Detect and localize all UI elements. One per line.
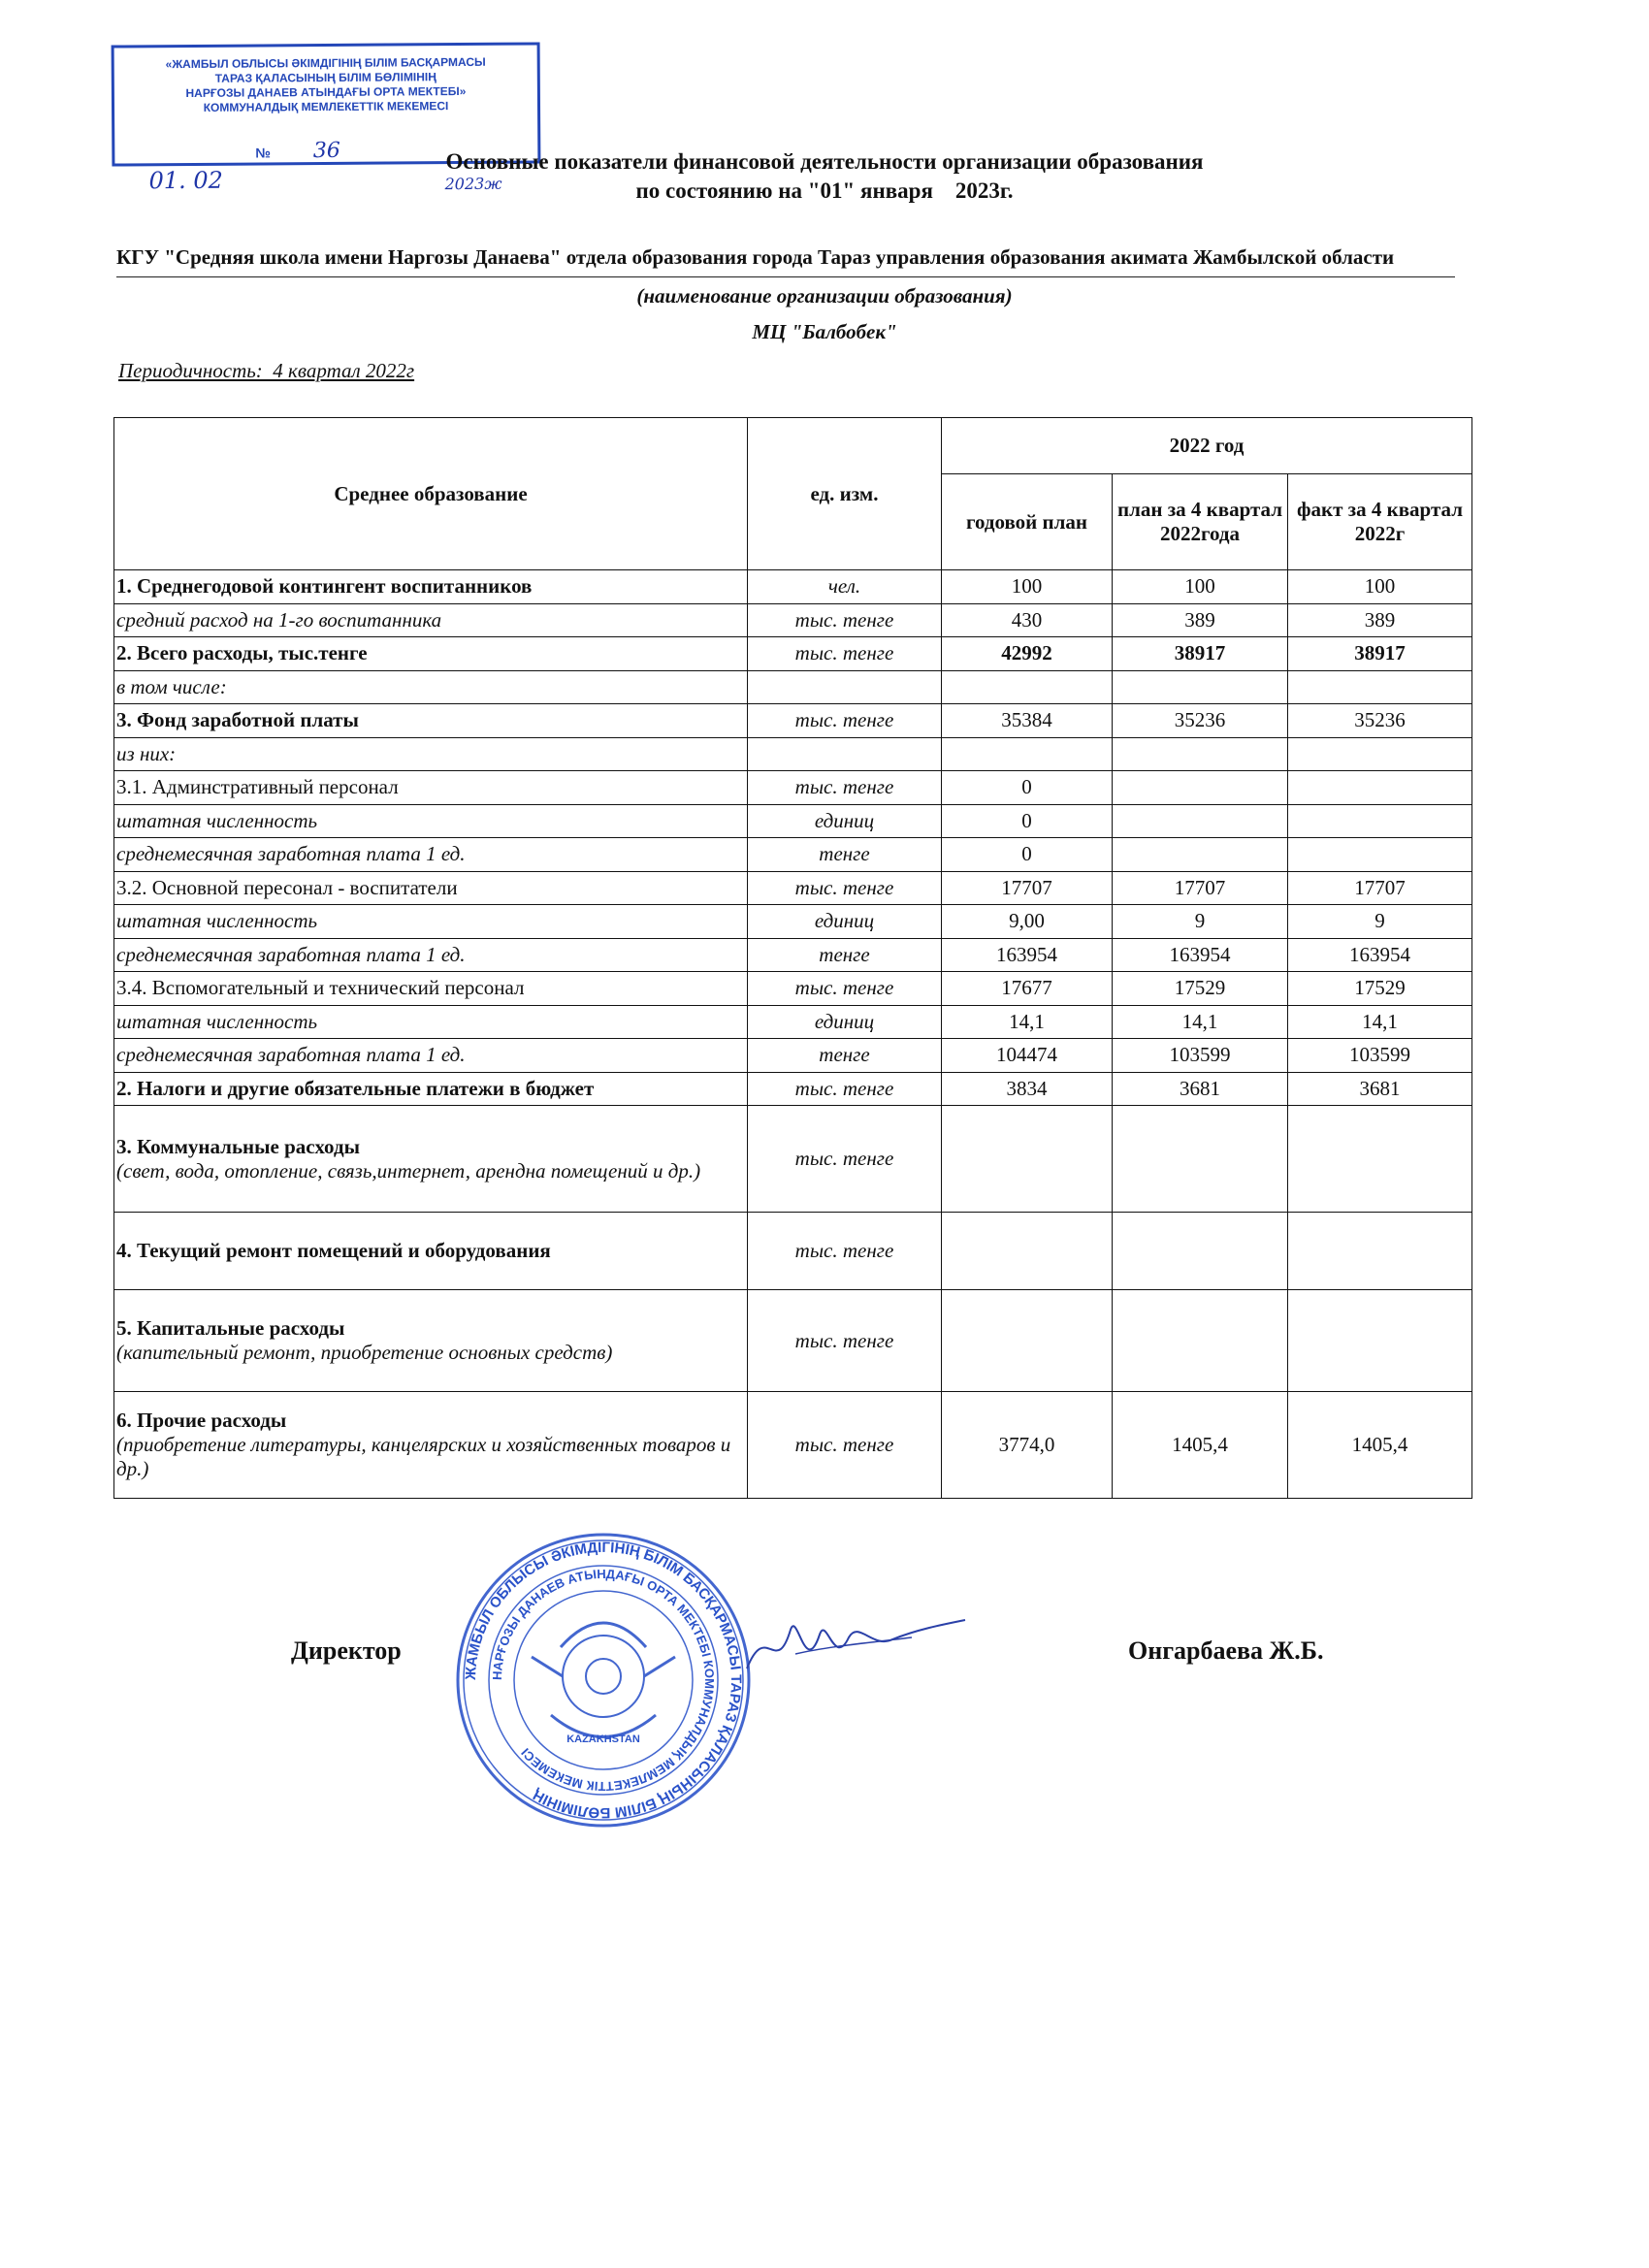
row-plan-quarter: 9 [1113,905,1288,939]
row-name-text: из них: [116,741,177,765]
table-header [114,418,1472,570]
table-row [114,804,1472,838]
row-plan-year [942,737,1113,771]
table-body [114,570,1472,1499]
row-fact-quarter: 1405,4 [1288,1392,1472,1499]
row-fact-quarter [1288,838,1472,872]
row-name-text: 1. Среднегодовой контингент воспитанников [116,574,533,599]
row-plan-quarter [1113,771,1288,805]
row-name-text: среднемесячная заработная плата 1 ед. [116,942,466,966]
row-name-text: штатная численность [116,909,318,933]
table-row [114,1072,1472,1106]
row-fact-quarter [1288,737,1472,771]
row-name [114,838,748,872]
title-line-2: по состоянию на "01" января 2023г. [635,178,1014,203]
table-row [114,1392,1472,1499]
director-label: Директор [291,1636,402,1665]
row-name [114,670,748,704]
row-name [114,1213,748,1290]
stamp-number: 36 [312,138,340,164]
row-name [114,1290,748,1392]
seal-outer-textpath: ЖАМБЫЛ ОБЛЫСЫ ӘКІМДІГІНІҢ БІЛІМ БАСҚАРМАСЫ ТАРАЗ ҚАЛАСЫНЫҢ БІЛІМ БӨЛІМІНІҢ [462,1539,745,1822]
table-row [114,570,1472,604]
table-row [114,1213,1472,1290]
table-row [114,871,1472,905]
row-plan-quarter: 100 [1113,570,1288,604]
row-plan-quarter: 17529 [1113,972,1288,1006]
table-row [114,603,1472,637]
row-fact-quarter [1288,1213,1472,1290]
row-name [114,603,748,637]
row-plan-year [942,1290,1113,1392]
row-fact-quarter: 9 [1288,905,1472,939]
row-plan-quarter: 14,1 [1113,1005,1288,1039]
row-name-text: штатная численность [116,1009,318,1033]
row-name-text: штатная численность [116,808,318,832]
row-name-text: среднемесячная заработная плата 1 ед. [116,842,466,866]
seal-inner-text [490,1567,717,1794]
table-row [114,972,1472,1006]
row-unit: тыс. тенге [748,603,942,637]
row-unit: единиц [748,1005,942,1039]
row-name-text: 6. Прочие расходы [116,1409,287,1432]
row-name [114,972,748,1006]
table-row [114,737,1472,771]
row-unit: тыс. тенге [748,704,942,738]
row-plan-quarter: 1405,4 [1113,1392,1288,1499]
row-plan-year: 14,1 [942,1005,1113,1039]
row-name-text: средний расход на 1-го воспитанника [116,607,442,632]
row-fact-quarter: 389 [1288,603,1472,637]
row-fact-quarter [1288,670,1472,704]
row-fact-quarter: 103599 [1288,1039,1472,1073]
row-plan-quarter: 389 [1113,603,1288,637]
row-name [114,637,748,671]
row-name [114,737,748,771]
row-unit: тыс. тенге [748,771,942,805]
row-name-text: 2. Всего расходы, тыс.тенге [116,641,368,665]
row-fact-quarter: 17529 [1288,972,1472,1006]
header-plan-year: годовой план [942,474,1113,570]
row-plan-year [942,1213,1113,1290]
row-plan-year: 100 [942,570,1113,604]
row-name [114,905,748,939]
row-plan-quarter [1113,838,1288,872]
row-plan-quarter [1113,737,1288,771]
row-name [114,871,748,905]
document-title [0,147,1649,206]
row-plan-year: 430 [942,603,1113,637]
row-fact-quarter: 163954 [1288,938,1472,972]
table-row [114,1290,1472,1392]
stamp-line: ТАРАЗ ҚАЛАСЫНЫҢ БІЛІМ БӨЛІМІНІҢ [214,70,436,85]
row-unit: тенге [748,838,942,872]
header-unit: ед. изм. [748,418,942,570]
row-plan-year: 0 [942,838,1113,872]
seal-center-text: KAZAKHSTAN [566,1733,640,1745]
row-plan-year: 17677 [942,972,1113,1006]
row-plan-year: 0 [942,804,1113,838]
row-plan-year: 35384 [942,704,1113,738]
row-unit [748,737,942,771]
row-plan-quarter: 38917 [1113,637,1288,671]
row-name-text: 3. Фонд заработной платы [116,708,359,732]
row-name [114,704,748,738]
row-name [114,771,748,805]
row-unit: тыс. тенге [748,871,942,905]
header-year: 2022 год [942,418,1472,474]
row-plan-year: 9,00 [942,905,1113,939]
row-unit: тыс. тенге [748,1106,942,1213]
row-name [114,1392,748,1499]
table-row [114,670,1472,704]
table-row [114,1039,1472,1073]
organization-caption: (наименование организации образования) [636,284,1013,308]
row-name-text: 4. Текущий ремонт помещений и оборудования [116,1239,551,1262]
stamp-number-prefix: № [255,145,272,161]
row-plan-year: 3774,0 [942,1392,1113,1499]
table-row [114,905,1472,939]
row-plan-quarter [1113,1213,1288,1290]
row-name-text: 3. Коммунальные расходы [116,1134,360,1158]
row-unit: единиц [748,905,942,939]
row-unit: тенге [748,1039,942,1073]
stamp-line: КОММУНАЛДЫҚ МЕМЛЕКЕТТІК МЕКЕМЕСІ [203,99,449,114]
row-plan-quarter: 3681 [1113,1072,1288,1106]
row-plan-year: 3834 [942,1072,1113,1106]
stamp-year: 2023ж [444,174,502,194]
title-line-1: Основные показатели финансовой деятельности организации образования [445,149,1204,174]
row-unit: тыс. тенге [748,1072,942,1106]
table-row [114,771,1472,805]
financial-table [113,417,1472,1499]
signature [737,1610,970,1688]
row-plan-year: 163954 [942,938,1113,972]
stamp-date: 01. 02 [148,166,223,195]
row-unit: чел. [748,570,942,604]
row-name-text: 3.4. Вспомогательный и технический персонал [116,976,525,1000]
seal-inner-textpath: НАРҒОЗЫ ДАНАЕВ АТЫНДАҒЫ ОРТА МЕКТЕБІ КОММУНАЛДЫҚ МЕМЛЕКЕТТІК МЕКЕМЕСІ [489,1566,718,1795]
organization-name: КГУ "Средняя школа имени Наргозы Данаева" отдела образования города Тараз управления образования акимата Жамбылской области [116,245,1395,269]
row-plan-quarter [1113,670,1288,704]
row-subtitle: (капительный ремонт, приобретение основных средств) [116,1341,613,1364]
row-unit: тыс. тенге [748,1290,942,1392]
row-name-text: 3.1. Админстративный персонал [116,775,399,799]
periodicity: Периодичность: 4 квартал 2022г [118,359,415,382]
table-row [114,1106,1472,1213]
row-unit: тыс. тенге [748,972,942,1006]
row-name [114,1072,748,1106]
row-plan-quarter: 17707 [1113,871,1288,905]
row-unit: тенге [748,938,942,972]
row-unit: тыс. тенге [748,1392,942,1499]
stamp-line: НАРҒОЗЫ ДАНАЕВ АТЫНДАҒЫ ОРТА МЕКТЕБІ» [185,83,467,101]
row-plan-quarter [1113,1106,1288,1213]
row-unit: тыс. тенге [748,1213,942,1290]
row-unit [748,670,942,704]
row-plan-quarter [1113,1290,1288,1392]
stamp-line: «ЖАМБЫЛ ОБЛЫСЫ ӘКІМДІГІНІҢ БІЛІМ БАСҚАРМАСЫ [165,54,486,72]
row-name [114,570,748,604]
row-name-text: среднемесячная заработная плата 1 ед. [116,1043,466,1067]
table-row [114,938,1472,972]
row-unit: тыс. тенге [748,637,942,671]
row-fact-quarter [1288,804,1472,838]
row-fact-quarter: 14,1 [1288,1005,1472,1039]
row-fact-quarter [1288,1106,1472,1213]
row-name [114,1005,748,1039]
row-plan-year: 104474 [942,1039,1113,1073]
row-name-text: в том числе: [116,674,227,698]
row-name [114,938,748,972]
row-subtitle: (свет, вода, отопление, связь,интернет, арендна помещений и др.) [116,1158,701,1183]
row-plan-year: 42992 [942,637,1113,671]
row-plan-quarter [1113,804,1288,838]
header-name: Среднее образование [114,418,748,570]
row-fact-quarter: 17707 [1288,871,1472,905]
row-plan-year: 0 [942,771,1113,805]
row-name [114,1039,748,1073]
table-row [114,1005,1472,1039]
row-plan-quarter: 103599 [1113,1039,1288,1073]
row-name [114,1106,748,1213]
row-fact-quarter [1288,771,1472,805]
director-name: Онгарбаева Ж.Б. [1128,1636,1324,1665]
row-fact-quarter: 35236 [1288,704,1472,738]
row-name [114,804,748,838]
table-row [114,637,1472,671]
row-subtitle: (приобретение литературы, канцелярских и хозяйственных товаров и др.) [116,1433,731,1480]
row-unit: единиц [748,804,942,838]
header-plan-quarter: план за 4 квартал 2022года [1113,474,1288,570]
row-name-text: 3.2. Основной пересонал - воспитатели [116,875,458,899]
row-fact-quarter [1288,1290,1472,1392]
row-fact-quarter: 38917 [1288,637,1472,671]
row-fact-quarter: 3681 [1288,1072,1472,1106]
row-plan-quarter: 35236 [1113,704,1288,738]
table-row [114,704,1472,738]
row-plan-year [942,1106,1113,1213]
row-name-text: 2. Налоги и другие обязательные платежи в бюджет [116,1076,595,1100]
row-name-text: 5. Капитальные расходы [116,1316,345,1340]
table-row [114,838,1472,872]
row-fact-quarter: 100 [1288,570,1472,604]
header-fact-quarter: факт за 4 квартал 2022г [1288,474,1472,570]
center-name: МЦ "Балбобек" [752,320,897,343]
row-plan-year: 17707 [942,871,1113,905]
row-plan-quarter: 163954 [1113,938,1288,972]
org-name-underline [116,276,1455,277]
row-plan-year [942,670,1113,704]
round-seal [454,1531,753,1830]
